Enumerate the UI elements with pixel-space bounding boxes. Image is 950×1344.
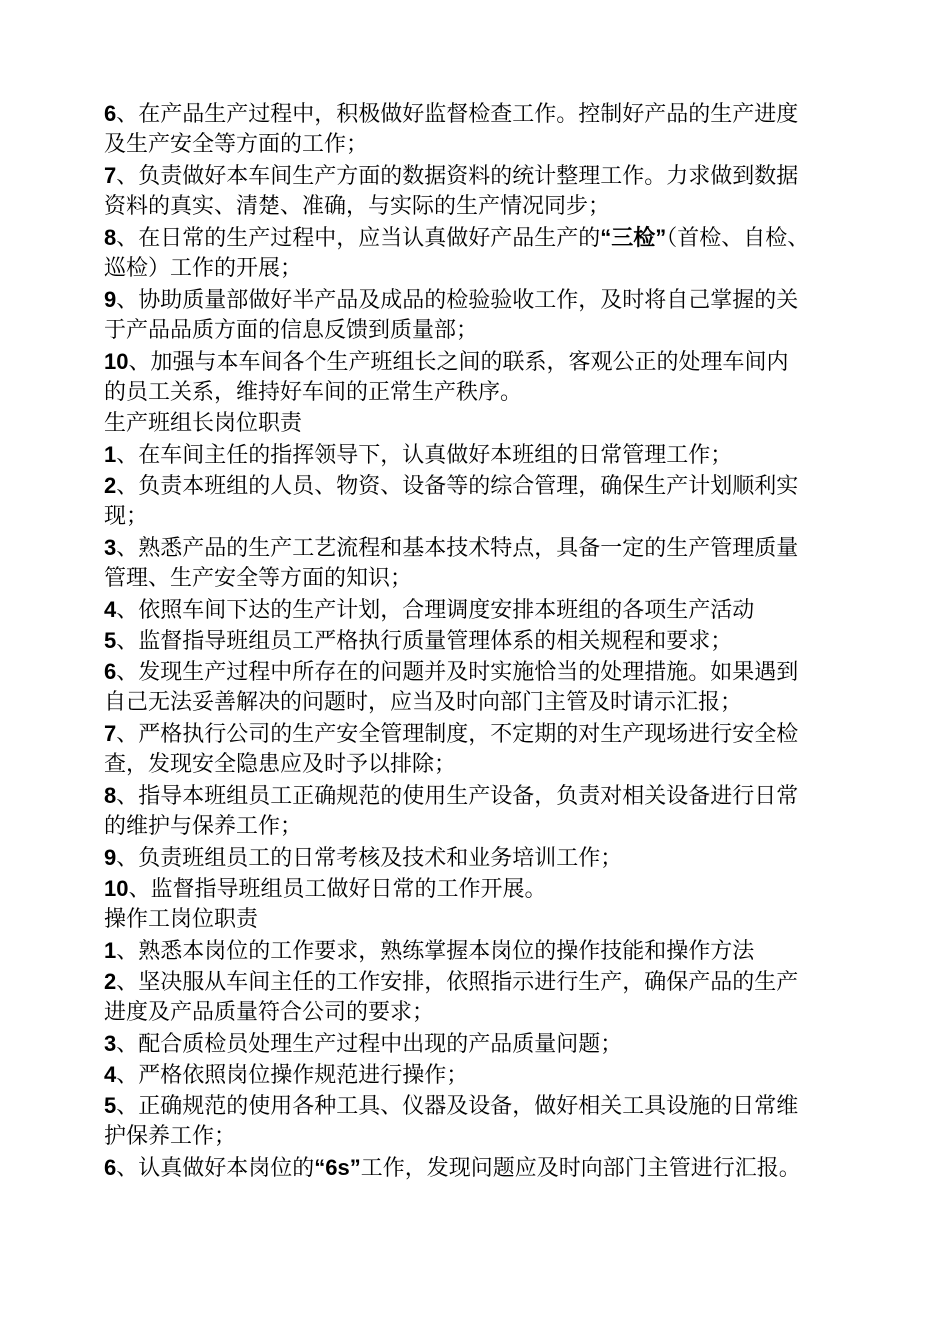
item-number: 5: [104, 1093, 117, 1118]
item-text: 工作，发现问题应及时向部门主管进行汇报。: [360, 1156, 801, 1181]
item-number: 9: [104, 287, 117, 312]
list-item: [104, 656, 864, 718]
list-item: [104, 1028, 864, 1059]
item-text: 及生产安全等方面的工作；: [104, 132, 369, 157]
item-number: 4: [104, 1062, 117, 1087]
item-text: 管理、生产安全等方面的知识；: [104, 566, 413, 591]
quoted-term: “6s”: [314, 1155, 361, 1180]
list-item: [104, 966, 864, 1028]
item-text: 自己无法妥善解决的问题时，应当及时向部门主管及时请示汇报；: [104, 690, 743, 715]
item-text: 、加强与本车间各个生产班组长之间的联系，客观公正的处理车间内: [128, 350, 789, 375]
item-text: 、认真做好本岗位的: [116, 1156, 315, 1181]
item-number: 6: [104, 101, 117, 126]
list-item: [104, 532, 864, 594]
list-item: [104, 98, 864, 160]
list-item: [104, 284, 864, 346]
list-item: [104, 439, 864, 470]
item-text: 、负责做好本车间生产方面的数据资料的统计整理工作。力求做到数据: [116, 164, 799, 189]
item-text: 、协助质量部做好半产品及成品的检验验收工作，及时将自己掌握的关: [116, 288, 799, 313]
item-number: 8: [104, 225, 117, 250]
item-text: 于产品品质方面的信息反馈到质量部；: [104, 318, 479, 343]
item-text: 、监督指导班组员工做好日常的工作开展。: [128, 877, 547, 902]
section-operator: [104, 904, 864, 1183]
list-item: [104, 873, 864, 904]
item-number: 3: [104, 1031, 117, 1056]
item-text: 、发现生产过程中所存在的问题并及时实施恰当的处理措施。如果遇到: [116, 660, 799, 685]
list-item: [104, 718, 864, 780]
list-item: [104, 222, 864, 284]
item-text: 、监督指导班组员工严格执行质量管理体系的相关规程和要求；: [116, 629, 733, 654]
item-text: 、熟悉产品的生产工艺流程和基本技术特点，具备一定的生产管理质量: [116, 536, 799, 561]
item-number: 4: [104, 597, 117, 622]
item-text: 、负责班组员工的日常考核及技术和业务培训工作；: [116, 846, 623, 871]
item-text: 、负责本班组的人员、物资、设备等的综合管理，确保生产计划顺利实: [116, 474, 799, 499]
quoted-term: “三检”: [600, 225, 667, 250]
item-text: 进度及产品质量符合公司的要求；: [104, 1000, 435, 1025]
item-number: 6: [104, 659, 117, 684]
item-text: 、在车间主任的指挥领导下，认真做好本班组的日常管理工作；: [116, 443, 733, 468]
item-text: 、依照车间下达的生产计划，合理调度安排本班组的各项生产活动: [116, 598, 755, 623]
item-text: 、正确规范的使用各种工具、仪器及设备，做好相关工具设施的日常维: [116, 1094, 799, 1119]
list-item: [104, 842, 864, 873]
item-number: 2: [104, 473, 117, 498]
item-number: 9: [104, 845, 117, 870]
item-text: 护保养工作；: [104, 1124, 237, 1149]
item-text: 的员工关系，维持好车间的正常生产秩序。: [104, 380, 523, 405]
item-text: 、配合质检员处理生产过程中出现的产品质量问题；: [116, 1032, 623, 1057]
item-text: 、熟悉本岗位的工作要求，熟练掌握本岗位的操作技能和操作方法: [116, 939, 755, 964]
list-item: [104, 780, 864, 842]
list-item: [104, 1059, 864, 1090]
list-item: [104, 160, 864, 222]
list-item: [104, 625, 864, 656]
list-item: [104, 346, 864, 408]
item-text: 、指导本班组员工正确规范的使用生产设备，负责对相关设备进行日常: [116, 784, 799, 809]
item-text: 现；: [104, 504, 149, 529]
item-number: 7: [104, 163, 117, 188]
item-text: （首检、自检、: [666, 226, 810, 251]
item-number: 5: [104, 628, 117, 653]
item-text: 、严格执行公司的生产安全管理制度，不定期的对生产现场进行安全检: [116, 722, 799, 747]
item-text: 、严格依照岗位操作规范进行操作；: [116, 1063, 469, 1088]
list-item: [104, 1090, 864, 1152]
item-text: 资料的真实、清楚、准确，与实际的生产情况同步；: [104, 194, 611, 219]
item-number: 3: [104, 535, 117, 560]
item-number: 7: [104, 721, 117, 746]
item-text: 巡检）工作的开展；: [104, 256, 303, 281]
section-workshop-director: [104, 98, 864, 408]
section-team-leader: [104, 408, 864, 904]
item-number: 6: [104, 1155, 117, 1180]
list-item: [104, 1152, 864, 1183]
item-number: 10: [104, 876, 129, 901]
item-text: 、在产品生产过程中，积极做好监督检查工作。控制好产品的生产进度: [116, 102, 799, 127]
section-heading: 操作工岗位职责: [104, 907, 259, 932]
item-text: 、坚决服从车间主任的工作安排，依照指示进行生产，确保产品的生产: [116, 970, 799, 995]
item-number: 1: [104, 442, 117, 467]
item-number: 2: [104, 969, 117, 994]
item-text: 的维护与保养工作；: [104, 814, 303, 839]
list-item: [104, 594, 864, 625]
list-item: [104, 470, 864, 532]
section-heading: 生产班组长岗位职责: [104, 411, 303, 436]
document-page: [104, 98, 864, 1183]
item-number: 1: [104, 938, 117, 963]
item-text: 查，发现安全隐患应及时予以排除；: [104, 752, 457, 777]
item-number: 10: [104, 349, 129, 374]
item-text: 、在日常的生产过程中，应当认真做好产品生产的: [116, 226, 601, 251]
list-item: [104, 935, 864, 966]
item-number: 8: [104, 783, 117, 808]
